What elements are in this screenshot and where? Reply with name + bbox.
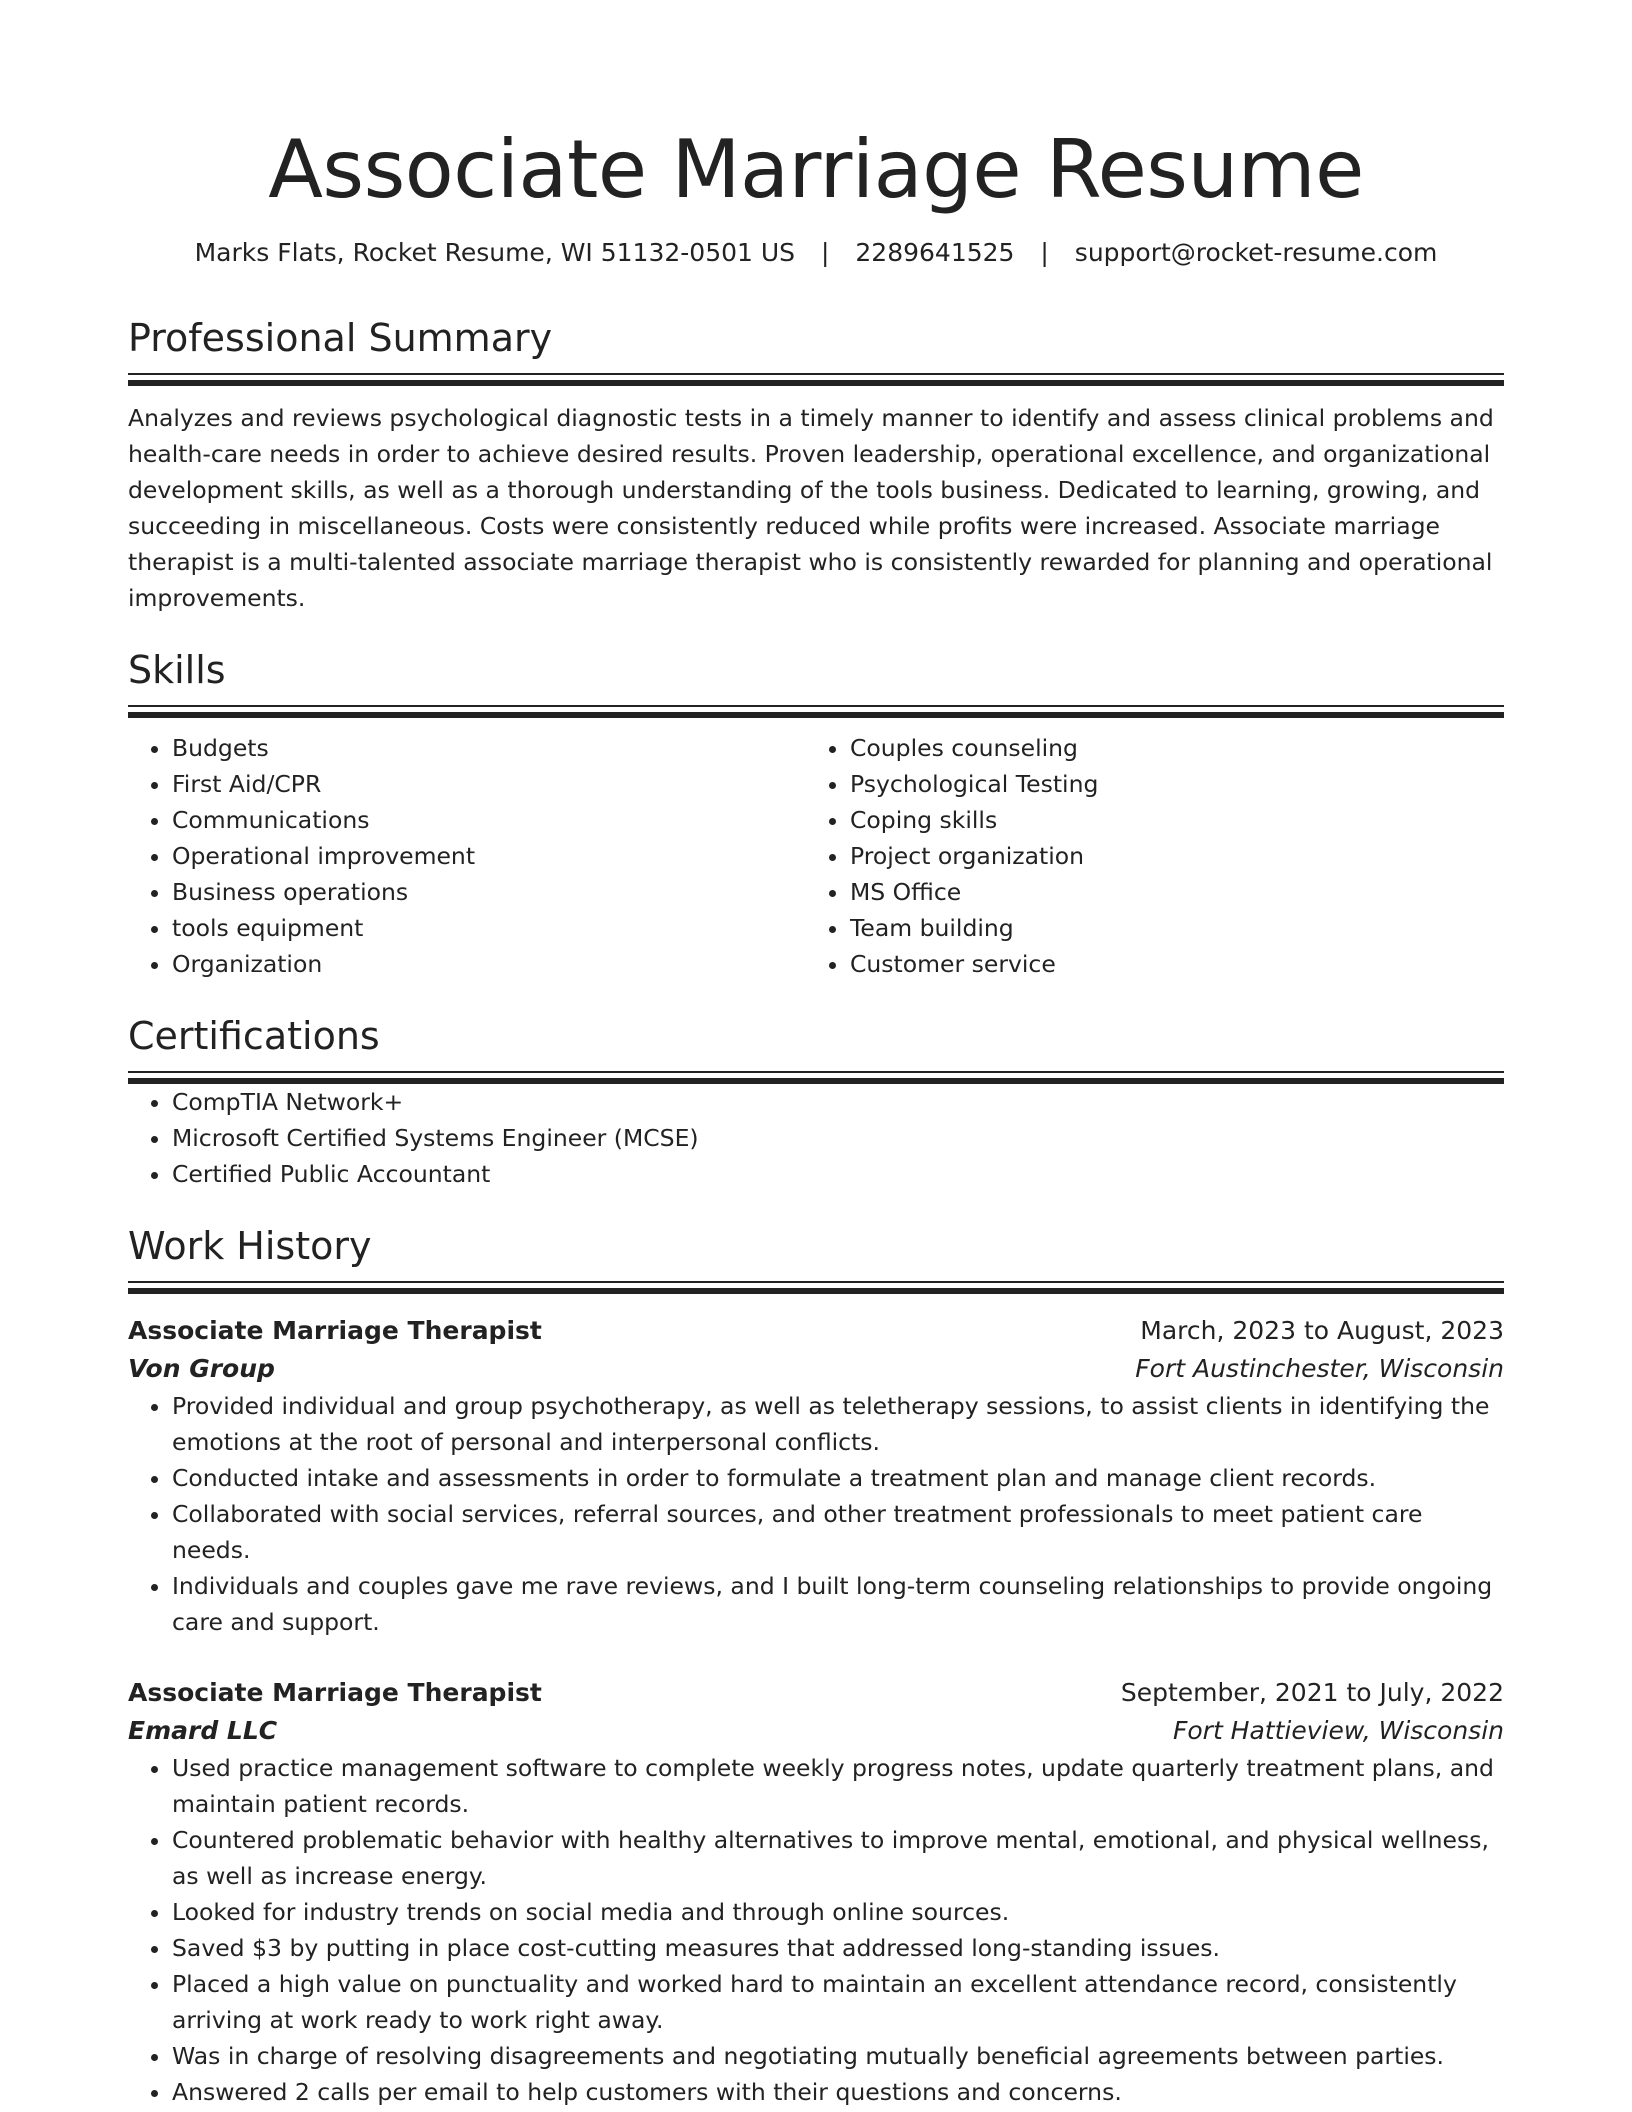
job-bullet: • Conducted intake and assessments in order to formulate a treatment plan and manage client records.: [172, 1460, 1504, 1496]
heading-rule-thick: [128, 1288, 1504, 1294]
certification-item: • CompTIA Network+: [172, 1084, 1504, 1120]
certification-item: • Microsoft Certified Systems Engineer (MCSE): [172, 1120, 1504, 1156]
contact-address: Marks Flats, Rocket Resume, WI 51132-0501 US: [194, 238, 796, 267]
job-bullet: • Was in charge of resolving disagreements and negotiating mutually beneficial agreements between parties.: [172, 2038, 1504, 2074]
job-entry: [128, 1674, 1504, 2110]
skill-item: • MS Office: [850, 874, 1504, 910]
skill-item: • Business operations: [172, 874, 806, 910]
skill-item: • Team building: [850, 910, 1504, 946]
job-title: Associate Marriage Therapist: [128, 1316, 542, 1345]
heading-rule: [128, 705, 1504, 707]
heading-rule: [128, 373, 1504, 375]
section-heading-certifications: Certifications: [128, 1014, 380, 1058]
job-header-row: [128, 1312, 1504, 1350]
job-bullet-list: [128, 1388, 1504, 1640]
job-dates: March, 2023 to August, 2023: [1140, 1316, 1504, 1345]
certifications-section: [128, 1012, 1504, 1192]
job-bullet: • Collaborated with social services, referral sources, and other treatment professionals to meet patient care needs.: [172, 1496, 1504, 1568]
certifications-list: [128, 1084, 1504, 1192]
contact-line: [128, 236, 1504, 270]
skill-item: • Customer service: [850, 946, 1504, 982]
contact-email: support@rocket-resume.com: [1074, 238, 1438, 267]
section-heading-work-history: Work History: [128, 1224, 372, 1268]
job-entry: [128, 1312, 1504, 1640]
job-dates: September, 2021 to July, 2022: [1120, 1678, 1504, 1707]
job-location: Fort Austinchester, Wisconsin: [1135, 1354, 1504, 1383]
contact-phone: 2289641525: [855, 238, 1015, 267]
skill-item: • Communications: [172, 802, 806, 838]
job-bullet: • Used practice management software to complete weekly progress notes, update quarterly treatment plans, and maintain patient records.: [172, 1750, 1504, 1822]
certification-item: • Certified Public Accountant: [172, 1156, 1504, 1192]
skills-list-right: [806, 730, 1504, 982]
job-bullet: • Looked for industry trends on social media and through online sources.: [172, 1894, 1504, 1930]
skill-item: • Couples counseling: [850, 730, 1504, 766]
skill-item: • Psychological Testing: [850, 766, 1504, 802]
heading-rule-thick: [128, 712, 1504, 718]
skills-grid: [128, 730, 1504, 982]
skill-item: • Organization: [172, 946, 806, 982]
job-header-row: [128, 1674, 1504, 1712]
skill-item: • tools equipment: [172, 910, 806, 946]
heading-rule-thick: [128, 380, 1504, 386]
skills-section: [128, 646, 1504, 982]
job-bullet: • Individuals and couples gave me rave reviews, and I built long-term counseling relationships to provide ongoing care and support.: [172, 1568, 1504, 1640]
heading-rule: [128, 1281, 1504, 1283]
skills-list-left: [128, 730, 806, 982]
summary-section: [128, 314, 1504, 616]
skill-item: • Budgets: [172, 730, 806, 766]
skill-item: • Project organization: [850, 838, 1504, 874]
work-history-section: [128, 1222, 1504, 2110]
contact-separator: |: [1040, 238, 1049, 267]
job-bullet: • Saved $3 by putting in place cost-cutting measures that addressed long-standing issues.: [172, 1930, 1504, 1966]
summary-text: Analyzes and reviews psychological diagnostic tests in a timely manner to identify and assess clinical problems and health-care needs in order to achieve desired results. Proven leadership, operational excellence, and organizational development skills, as well as a thorough understanding of the tools business. Dedicated to learning, growing, and succeeding in miscellaneous. Costs were consistently reduced while profits were increased. Associate marriage therapist is a multi-talented associate marriage therapist who is consistently rewarded for planning and operational improvements.: [128, 404, 1494, 612]
job-company: Von Group: [128, 1354, 275, 1383]
resume-title: Associate Marriage Resume: [268, 123, 1364, 216]
job-company: Emard LLC: [128, 1716, 278, 1745]
job-bullet: • Countered problematic behavior with healthy alternatives to improve mental, emotional, and physical wellness, as well as increase energy.: [172, 1822, 1504, 1894]
job-bullet-list: [128, 1750, 1504, 2110]
job-company-row: [128, 1712, 1504, 1750]
heading-rule: [128, 1071, 1504, 1073]
section-heading-summary: Professional Summary: [128, 316, 553, 360]
job-title: Associate Marriage Therapist: [128, 1678, 542, 1707]
skill-item: • Operational improvement: [172, 838, 806, 874]
resume-content: [128, 0, 1504, 2110]
skill-item: • Coping skills: [850, 802, 1504, 838]
job-company-row: [128, 1350, 1504, 1388]
job-bullet: • Provided individual and group psychotherapy, as well as teletherapy sessions, to assist clients in identifying the emotions at the root of personal and interpersonal conflicts.: [172, 1388, 1504, 1460]
job-bullet: • Placed a high value on punctuality and worked hard to maintain an excellent attendance record, consistently arriving at work ready to work right away.: [172, 1966, 1504, 2038]
section-heading-skills: Skills: [128, 648, 226, 692]
job-location: Fort Hattieview, Wisconsin: [1172, 1716, 1504, 1745]
skill-item: • First Aid/CPR: [172, 766, 806, 802]
job-bullet: • Answered 2 calls per email to help customers with their questions and concerns.: [172, 2074, 1504, 2110]
contact-separator: |: [821, 238, 830, 267]
